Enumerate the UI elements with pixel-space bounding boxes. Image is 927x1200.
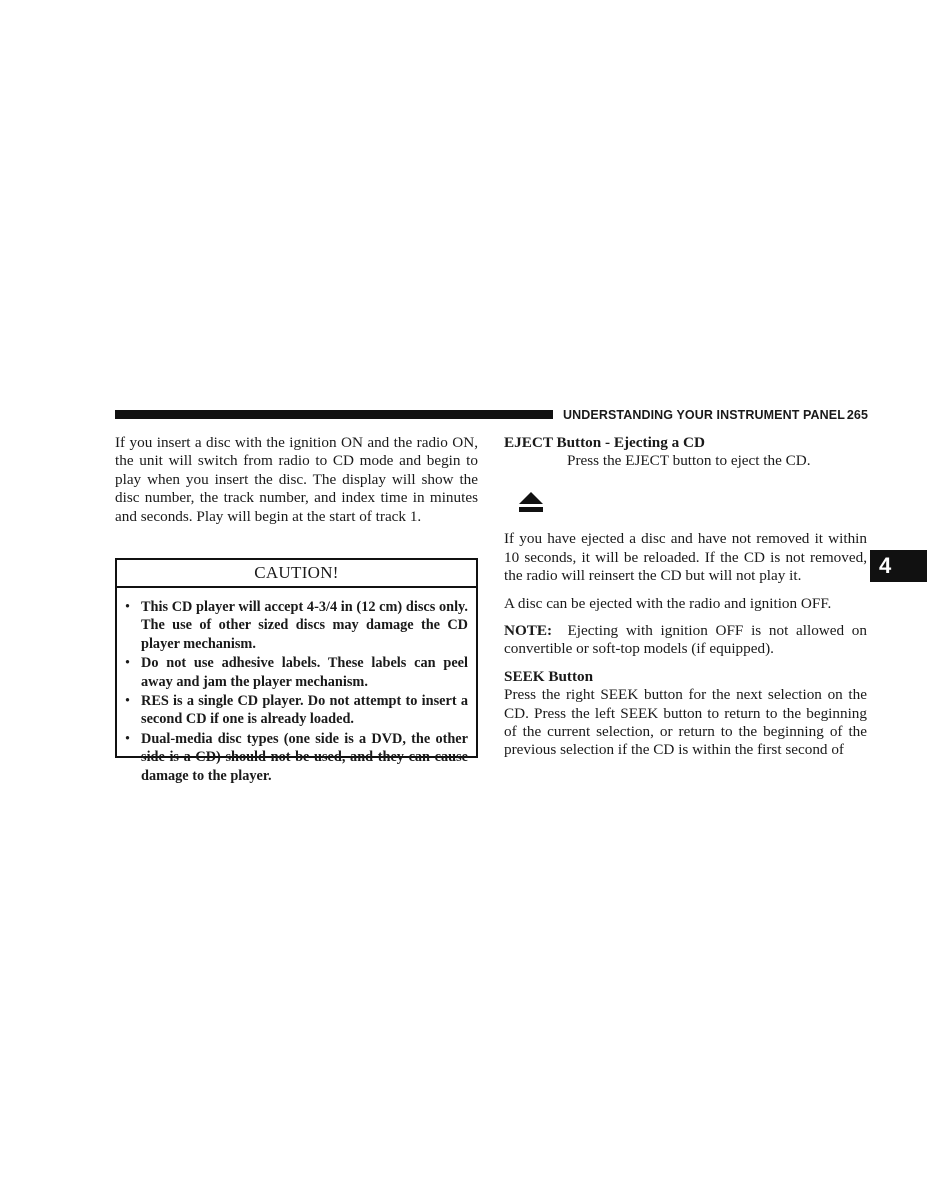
caution-item: • Dual-media disc types (one side is a DVD, the other side is a CD) should not be used, and they can cause damage to the player. [125,730,468,784]
header-rule [115,410,553,419]
left-column [115,434,478,526]
note-text: Ejecting with ignition OFF is not allowed on convertible or soft-top models (if equipped). [504,622,867,658]
note-label: NOTE: [504,622,553,640]
bullet-icon: • [125,693,131,710]
bullet-icon: • [125,599,131,615]
caution-title: CAUTION! [117,560,476,588]
caution-item: • Do not use adhesive labels. These labels can peel away and jam the player mechanism. [125,655,468,690]
seek-paragraph: Press the right SEEK button for the next selection on the CD. Press the left SEEK button to return to the beginning of the current selection, or return to the beginning of the previous selection if the CD is within the first second of [504,686,867,759]
bullet-icon: • [125,655,131,672]
caution-item: • This CD player will accept 4-3/4 in (12 cm) discs only. The use of other sized discs may damage the CD player mechanism. [125,599,468,652]
bullet-icon: • [125,730,131,747]
note-paragraph [504,622,867,659]
caution-list [117,588,476,785]
section-title: UNDERSTANDING YOUR INSTRUMENT PANEL [563,408,845,422]
eject-row [504,452,867,530]
eject-icon [518,490,544,514]
reload-paragraph: If you have ejected a disc and have not removed it within 10 seconds, it will be reloaded. If the CD is not removed, the radio will reinsert the CD but will not play it. [504,530,867,585]
right-column [504,434,867,760]
chapter-tab: 4 [870,550,927,582]
page-number: 265 [846,408,868,422]
seek-heading: SEEK Button [504,667,594,685]
running-header [563,405,868,425]
eject-instruction: Press the EJECT button to eject the CD. [567,452,811,470]
eject-heading: EJECT Button - Ejecting a CD [504,434,705,451]
eject-off-paragraph: A disc can be ejected with the radio and ignition OFF. [504,594,832,612]
caution-box [115,558,478,784]
intro-paragraph: If you insert a disc with the ignition ON and the radio ON, the unit will switch from radio to CD mode and begin to play when you insert the disc. The display will show the disc number, the track number, and index time in minutes and seconds. Play will begin at the start of track 1. [115,434,478,525]
caution-item: • RES is a single CD player. Do not attempt to insert a second CD if one is already loaded. [125,693,468,728]
